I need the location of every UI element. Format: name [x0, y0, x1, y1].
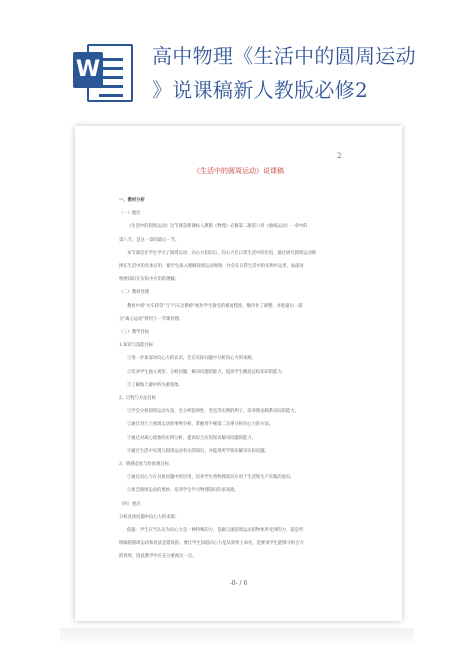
doc-line: 依据：学生应当认识为向心力是一种特殊的力，是做匀速圆周运动的物体所受到的力，就是所 — [127, 528, 304, 534]
doc-line: 分析具体问题中向心力的来源。 — [119, 514, 180, 520]
doc-line: 明确的圆周运动和看法是错误的。要让学生知道向心力是从效果上命名，是要求学生能够分析合力 — [119, 541, 304, 547]
doc-line: 3、情感态度与价值观目标 — [119, 462, 169, 468]
page-indicator: -0- / 6 — [229, 580, 248, 587]
doc-line: ①学会分析圆周运动方法，会分析临界性，竖直等实例的例子，培养理论联系实际的能力。 — [127, 409, 299, 415]
title-line-1: 高中物理《生活中的圆周运动 — [152, 44, 416, 68]
doc-line: ②培养学生独立观察、分析问题、解决问题的能力，提高学生概括总结知识的能力。 — [127, 369, 286, 375]
doc-line: 《生活中的圆周运动》这节课是新课标人教版《物理》必修第二册第六章《曲线运动》一章中的 — [127, 224, 308, 230]
doc-line: ③通过对离心现象的实例分析，提高综合应用知识解决问题的能力。 — [127, 435, 256, 441]
document-heading: 《生活中的圆周运动》说课稿 — [193, 167, 284, 175]
doc-line: 2、过程与方法目标 — [119, 396, 157, 402]
doc-line: 一、教材分析 — [119, 198, 145, 203]
doc-line: 第八节，是这一章的最后一节。 — [119, 237, 180, 243]
doc-line: （二）教材处理 — [119, 290, 150, 296]
doc-line: 本节课是在学生学习了圆周运动、向心力知识后，向心力在日常生活中的应用，通过研究圆周运动规 — [127, 250, 317, 256]
doc-line: （四）重点 — [119, 501, 141, 507]
doc-line: （一）地位 — [119, 211, 141, 217]
doc-line: ②体会圆周运动的奥妙，培养学生学习物理知识的求知欲。 — [127, 488, 239, 494]
page-number: 2 — [337, 152, 342, 160]
doc-line: 1.知识与技能目标 — [119, 343, 154, 349]
doc-line: ①进一步加深对向心力的认识，会在实际问题中分析向心力的来源。 — [127, 356, 256, 362]
doc-line: ③了解航天器中的失重现象。 — [127, 382, 183, 388]
page-header — [0, 0, 474, 120]
doc-line: ④通过生活中实现与圆周运动有关的知识，并能用所学知识解决实际问题。 — [127, 448, 269, 454]
title-line-2: 》说课稿新人教版必修2 — [152, 78, 369, 102]
doc-line: ①通过向心力在具体问题中的应用，培养学生将物理知识应用于生活和生产实践的意识。 — [127, 475, 295, 481]
doc-line: （三）教学目标 — [119, 330, 150, 336]
doc-line: 的效果，因此教学中应充分重视这一点。 — [119, 554, 197, 560]
doc-line: ②通过对几个圆周运动的事例分析，掌握用牛顿第二定律分析向心力的方法。 — [127, 422, 274, 428]
doc-line: 教材中将"火车转弯"与"汽车过拱桥"视作学生接受的难易程度，顺序作了调整，并把最后一部 — [127, 303, 303, 309]
document-body — [119, 194, 355, 564]
word-document-icon — [73, 40, 131, 102]
doc-line: 律在生活中的具体应用，使学生深入理解圆周运动规律，并会在日常生活中的实例中运用，加深对 — [119, 264, 304, 270]
doc-line: 分"离心运动"我用下一节课处理。 — [119, 316, 184, 322]
page-title[interactable] — [152, 39, 452, 107]
doc-line: 物理知识在实际中应用的理解。 — [119, 277, 180, 283]
bottom-shadow — [60, 628, 414, 646]
document-preview[interactable] — [75, 126, 402, 621]
word-badge: W — [73, 52, 103, 88]
